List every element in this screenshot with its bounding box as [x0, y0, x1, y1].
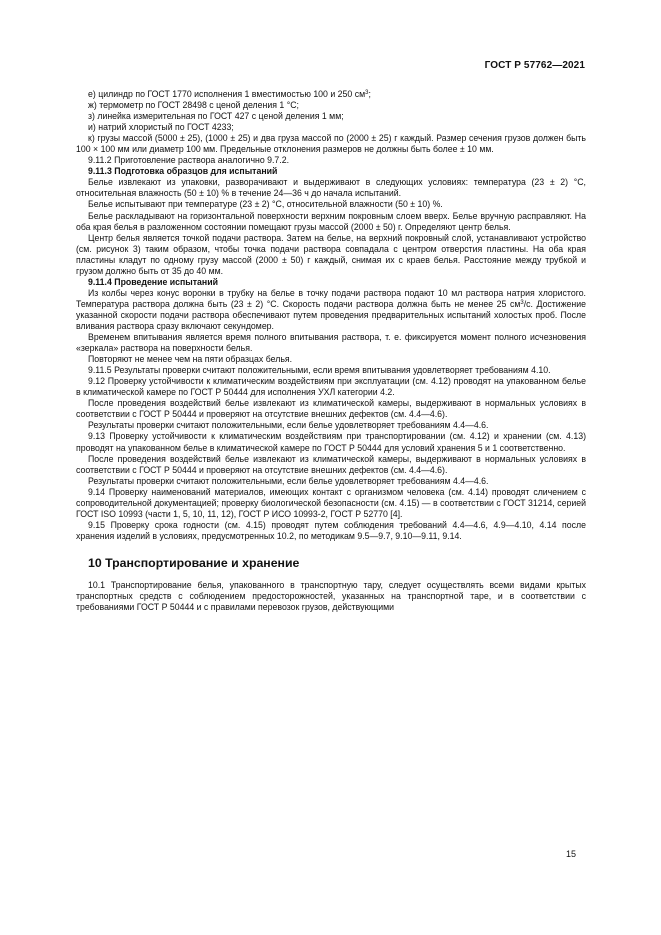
- list-item-zh: ж) термометр по ГОСТ 28498 с ценой деления 1 °С;: [88, 100, 299, 111]
- subsection-title-9-11-3: 9.11.3 Подготовка образцов для испытаний: [88, 166, 278, 177]
- paragraph-9-11-5: 9.11.5 Результаты проверки считают положительными, если время впитывания удовлетворяет требованиям 4.10.: [88, 365, 551, 376]
- page-body: [76, 89, 586, 613]
- paragraph-9-11-4-1-b: /с. Достижение указанной скорости подачи раствора обеспечивают путем проведения предварительных испытаний холостых проб. После вливания раствора сразу включают секундомер.: [76, 298, 587, 331]
- standard-designation: ГОСТ Р 57762—2021: [484, 60, 585, 71]
- paragraph-9-11-4-3: Повторяют не менее чем на пяти образцах белья.: [88, 354, 293, 365]
- paragraph-9-12-1: 9.12 Проверку устойчивости к климатическим воздействиям при эксплуатации (см. 4.12) проводят на упакованном белье в климатической камере по ГОСТ Р 50444 для исполнения УХЛ категории 4.2.: [76, 376, 586, 398]
- paragraph-9-11-4-2: Временем впитывания является время полного впитывания раствора, т. е. фиксируется момент полного исчезновения «зеркала» раствора на поверхности белья.: [76, 332, 586, 354]
- superscript: 3: [365, 90, 369, 96]
- paragraph-10-1: 10.1 Транспортирование белья, упакованного в транспортную тару, следует осуществлять всеми видами крытых транспортных средств с соблюдением предосторожностей, указанных на транспортной таре, и в соответствии с требованиями ГОСТ Р 50444 и с правилами перевозок грузов, действующими: [76, 579, 586, 613]
- paragraph-9-12-2: После проведения воздействий белье извлекают из климатической камеры, выдерживают в нормальных условиях в соответствии с ГОСТ Р 50444 и проверяют на отсутствие внешних дефектов (см. 4.4—4.6).: [76, 398, 586, 420]
- paragraph-9-11-3-1: Белье извлекают из упаковки, разворачивают и выдерживают в следующих условиях: температура (23 ± 2) °С, относительная влажность (50 ± 10) % в течение 24—36 ч до начала испытаний.: [76, 177, 586, 199]
- section-heading-10: 10 Транспортирование и хранение: [88, 555, 300, 570]
- list-item-z: з) линейка измерительная по ГОСТ 427 с ценой деления 1 мм;: [88, 111, 344, 122]
- paragraph-9-11-3-4: Центр белья является точкой подачи раствора. Затем на белье, на верхний покровный слой, устанавливают устройство (см. рисунок 3) таким образом, чтобы точка подачи раствора совпадала с центром отверстия пластины. На оба края пластины кладут по одному грузу массой (2000 ± 50) г каждый, снимая их с краев белья. Расстояние между трубкой и грузом должно быть от 35 до 40 мм.: [76, 232, 586, 276]
- paragraph-9-13-2: После проведения воздействий белье извлекают из климатической камеры, выдерживают в нормальных условиях в соответствии с ГОСТ Р 50444 и проверяют на отсутствие внешних дефектов (см. 4.4—4.6).: [76, 453, 586, 475]
- subsection-title-9-11-4: 9.11.4 Проведение испытаний: [88, 276, 218, 287]
- list-item-e-end: ;: [368, 89, 371, 99]
- list-item-i: и) натрий хлористый по ГОСТ 4233;: [88, 122, 234, 133]
- paragraph-9-11-3-2: Белье испытывают при температуре (23 ± 2) °С, относительной влажности (50 ± 10) %.: [88, 199, 443, 210]
- paragraph-9-14: 9.14 Проверку наименований материалов, имеющих контакт с организмом человека (см. 4.14) проводят сличением с сопроводительной документацией; проверку биологической безопасности (см. 4.15) — в соответствии с ГОСТ 31214, серией ГОСТ ISO 10993 (части 1, 5, 10, 11, 12), ГОСТ Р ИСО 10993-2, ГОСТ Р 52770 [4].: [76, 486, 586, 519]
- list-item-e-text: е) цилиндр по ГОСТ 1770 исполнения 1 вместимостью 100 и 250 см: [88, 89, 366, 99]
- list-item-e: [76, 89, 586, 100]
- superscript: 3: [520, 299, 524, 306]
- paragraph-9-11-4-1-a: Из колбы через конус воронки в трубку на белье в точку подачи раствора подают 10 мл раствора натрия хлористого. Температура раствора должна быть (23 ± 2) °С. Скорость подачи раствора должна быть не менее 25 см: [76, 287, 586, 309]
- paragraph-9-11-3-3: Белье раскладывают на горизонтальной поверхности верхним покровным слоем вверх. Белье вручную расправляют. На оба края белья в разложенном состоянии помещают грузы массой (2000 ± 50) г. Определяют центр белья.: [76, 210, 586, 232]
- paragraph-9-13-3: Результаты проверки считают положительными, если белье удовлетворяет требованиям 4.4—4.6.: [88, 475, 489, 486]
- list-item-k: к) грузы массой (5000 ± 25), (1000 ± 25) и два груза массой по (2000 ± 25) г каждый. Размер сечения грузов должен быть 100 × 100 мм или диаметр 100 мм. Предельные отклонения размеров не должны быть более ± 10 мм.: [76, 133, 586, 155]
- paragraph-9-12-3: Результаты проверки считают положительными, если белье удовлетворяет требованиям 4.4—4.6.: [88, 420, 489, 431]
- paragraph-9-11-2: 9.11.2 Приготовление раствора аналогично 9.7.2.: [88, 155, 290, 166]
- paragraph-9-15: 9.15 Проверку срока годности (см. 4.15) проводят путем соблюдения требований 4.4—4.6, 4.9—4.10, 4.14 после хранения изделий в условиях, предусмотренных 10.2, по методикам 9.5—9.7, 9.10—9.11, 9.14.: [76, 519, 586, 541]
- page-number: 15: [566, 849, 577, 859]
- paragraph-9-11-4-1: [76, 288, 586, 332]
- paragraph-9-13-1: 9.13 Проверку устойчивости к климатическим воздействиям при транспортировании (см. 4.12) и хранении (см. 4.13) проводят на упакованном белье в климатической камере по ГОСТ Р 50444 для условий хранения 5 и 1 соответственно.: [76, 431, 586, 453]
